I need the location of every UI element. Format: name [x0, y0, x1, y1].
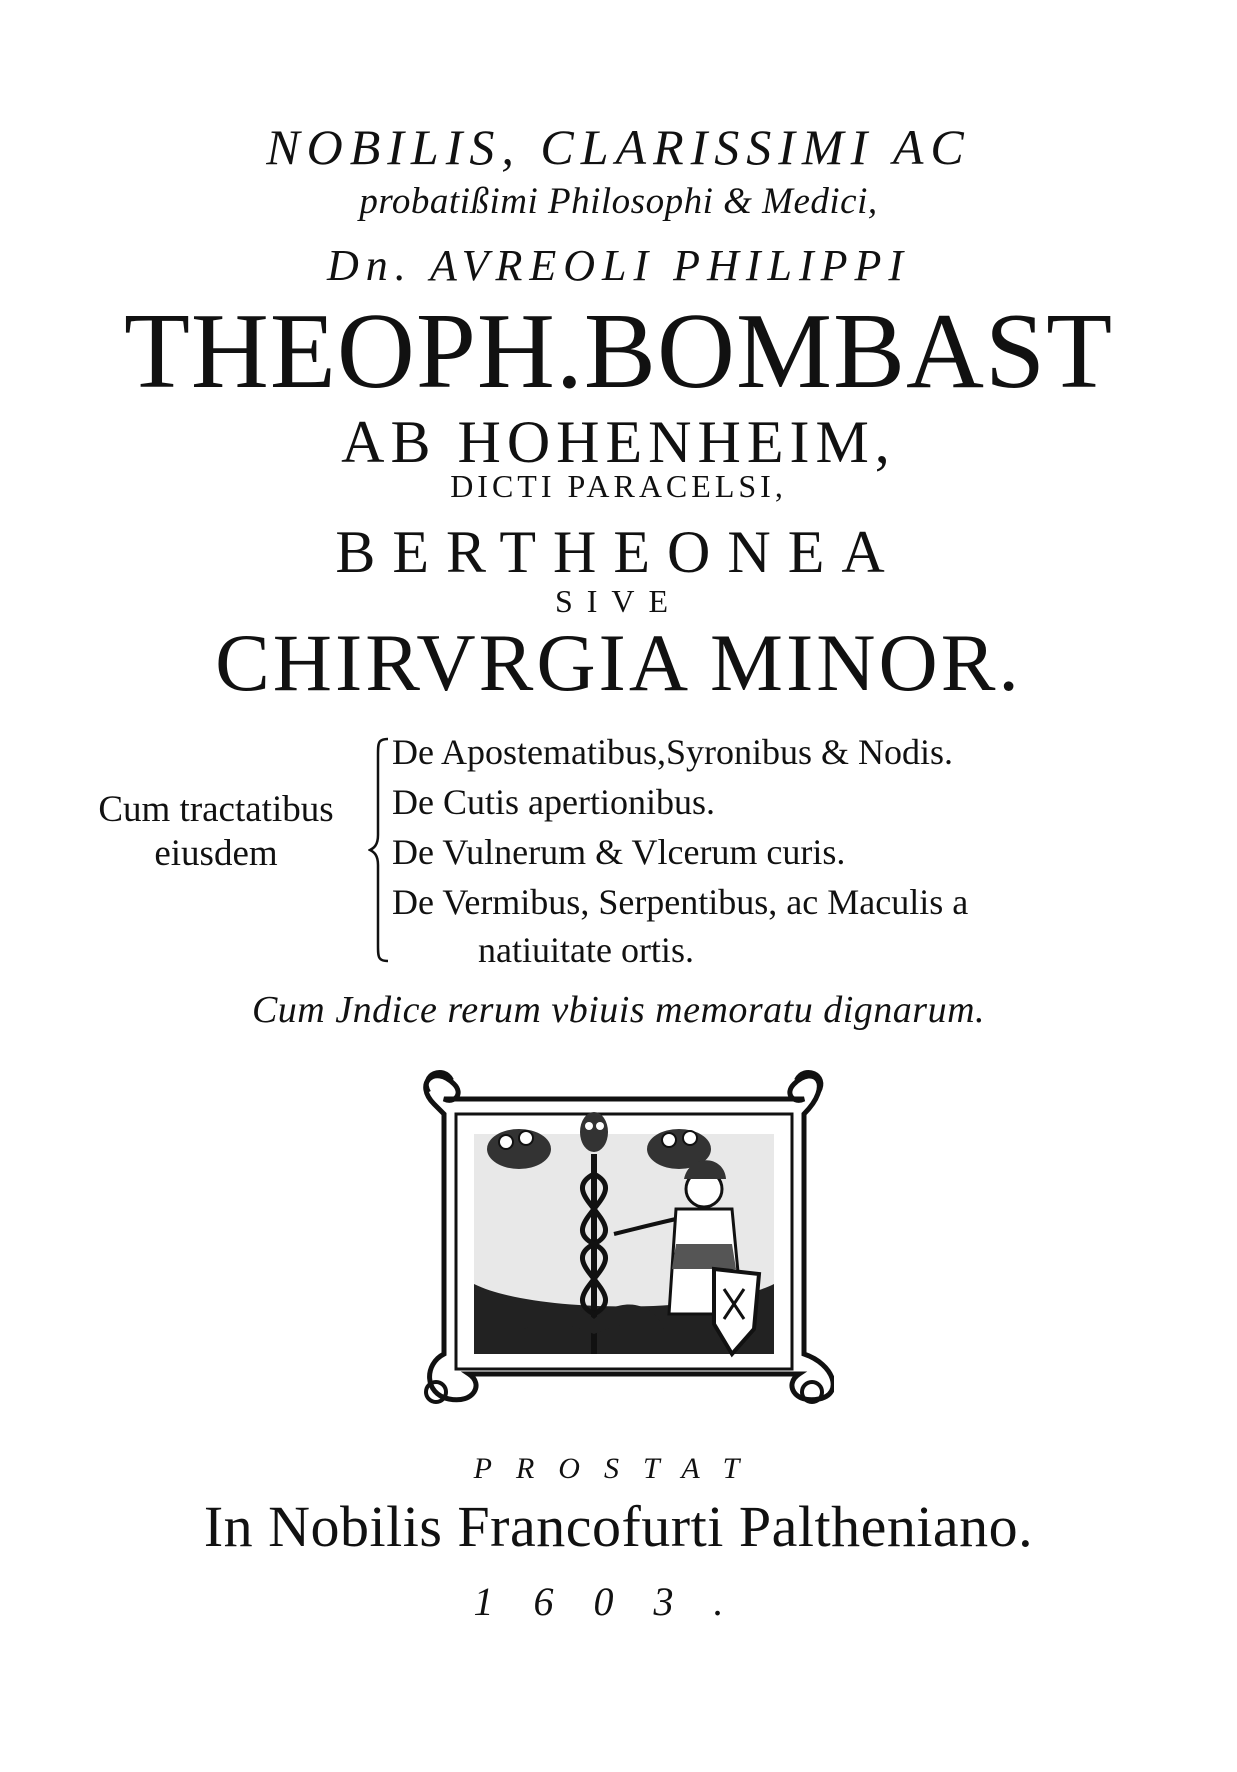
author-name-heading: THEOPH.BOMBAST [123, 292, 1114, 411]
imprint-year: 1603. [473, 1579, 764, 1624]
treatise-item: De Apostematibus,Syronibus & Nodis. [392, 732, 954, 772]
curly-brace-icon [368, 735, 390, 965]
work-title: BERTHEONEA [335, 519, 902, 585]
treatises-intro-line-2: eiusdem [154, 833, 278, 874]
treatise-item: De Vulnerum & Vlcerum curis. [392, 832, 846, 872]
dedication-line-1: NOBILIS, CLARISSIMI AC [266, 119, 971, 175]
printers-device-emblem-icon [414, 1054, 834, 1424]
author-forenames: Dn. AVREOLI PHILIPPI [326, 241, 911, 290]
treatise-item: De Cutis apertionibus. [392, 782, 715, 822]
treatise-item: De Vermibus, Serpentibus, ac Maculis a [392, 882, 969, 922]
treatises-intro [66, 788, 366, 876]
treatises-intro-line-1: Cum tractatibus [98, 789, 334, 830]
imprint-place: In Nobilis Francofurti Paltheniano. [203, 1494, 1034, 1559]
work-subtitle: CHIRVRGIA MINOR. [215, 617, 1022, 708]
dedication-line-2: probatißimi Philosophi & Medici, [359, 181, 878, 222]
index-note: Cum Jndice rerum vbiuis memoratu dignarum. [251, 989, 986, 1031]
imprint-prostat: PROSTAT [473, 1452, 764, 1485]
author-alias: DICTI PARACELSI, [450, 468, 787, 504]
author-origin: AB HOHENHEIM, [341, 409, 896, 475]
treatise-item-continuation: natiuitate ortis. [478, 930, 694, 970]
title-conjunction: SIVE [554, 583, 683, 619]
